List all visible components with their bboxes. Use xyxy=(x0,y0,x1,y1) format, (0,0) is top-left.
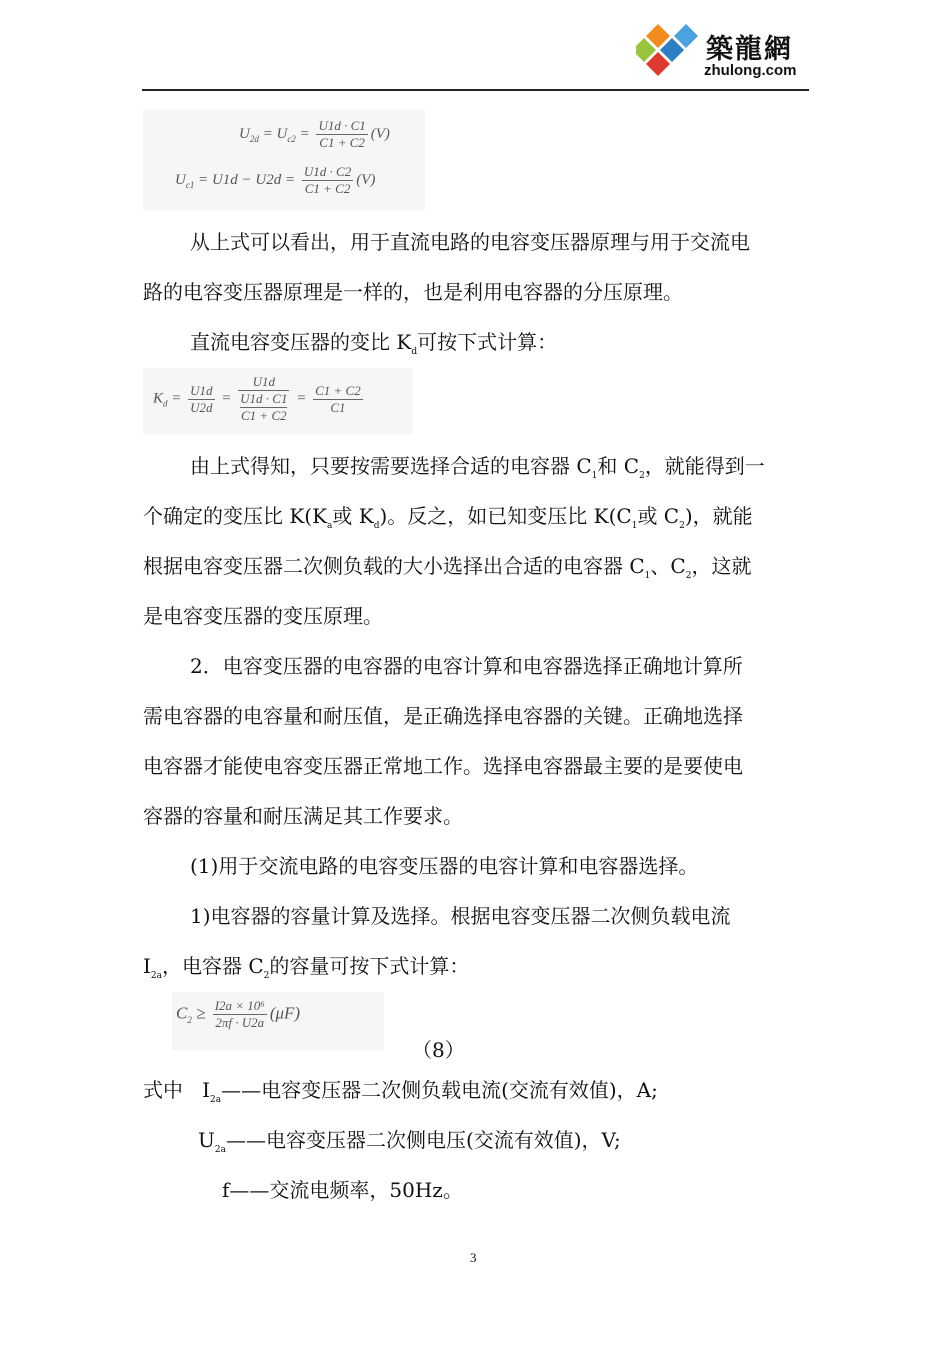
paragraph-line: 容器的容量和耐压满足其工作要求。 xyxy=(143,804,463,828)
formula-symbol: C xyxy=(176,1003,188,1023)
fraction-numerator: U1d · C1 xyxy=(240,391,288,406)
formula-capacitance xyxy=(172,992,384,1050)
formula-unit: (V) xyxy=(356,171,376,188)
formula-unit: (μF) xyxy=(269,1003,301,1023)
formula-operator: = xyxy=(198,171,209,188)
paragraph-line xyxy=(143,950,469,981)
formula-operator: ≥ xyxy=(196,1003,206,1023)
text-subscript: d xyxy=(411,347,418,357)
logo-english-text: zhulong.com xyxy=(704,62,797,79)
paragraph-line: 2．电容变压器的电容器的电容计算和电容器选择正确地计算所 xyxy=(190,654,743,678)
paragraph-line: 路的电容变压器原理是一样的，也是利用电容器的分压原理。 xyxy=(143,280,683,304)
fraction-denominator: C1 + C2 xyxy=(241,408,287,423)
fraction-denominator xyxy=(238,391,289,424)
text-run: ——电容变压器二次侧电压(交流有效值)，V; xyxy=(225,1128,621,1152)
text-subscript: a xyxy=(327,521,333,531)
text-run: 由上式得知，只要按需要选择合适的电容器 C xyxy=(190,454,592,478)
formula-line-2 xyxy=(175,164,375,197)
header-rule xyxy=(142,89,809,91)
formula-subscript: 2 xyxy=(187,1014,192,1025)
fraction-numerator: U1d · C1 xyxy=(318,118,366,133)
text-run: 或 C xyxy=(637,504,680,528)
text-subscript: 2 xyxy=(685,571,692,581)
text-run: ，这就 xyxy=(691,554,752,578)
formula-fraction xyxy=(238,374,289,424)
formula-subscript: 2d xyxy=(249,133,259,144)
paragraph-line: 1)电容器的容量计算及选择。根据电容变压器二次侧负载电流 xyxy=(190,904,731,928)
text-run: 直流电容变压器的变比 K xyxy=(190,330,412,354)
formula-transformation-ratio xyxy=(143,368,413,434)
text-run: ——电容变压器二次侧负载电流(交流有效值)，A; xyxy=(221,1078,658,1102)
text-run: I xyxy=(202,1078,210,1102)
text-subscript: 2 xyxy=(263,971,270,981)
formula-symbol: K xyxy=(153,390,164,407)
formula-voltage-division xyxy=(143,110,425,210)
formula-unit: (V) xyxy=(370,125,390,142)
paragraph-line: 是电容变压器的变压原理。 xyxy=(143,604,383,628)
fraction-numerator: I2a × 10⁶ xyxy=(214,998,265,1013)
fraction-numerator: U1d · C2 xyxy=(303,164,352,179)
paragraph-line: (1)用于交流电路的电容变压器的电容计算和电容器选择。 xyxy=(190,854,699,878)
formula-operator: = xyxy=(221,390,232,407)
text-subscript: 1 xyxy=(631,521,638,531)
text-run: )，就能 xyxy=(684,504,753,528)
formula-symbol: U xyxy=(239,125,250,142)
formula-fraction xyxy=(313,383,363,416)
logo-mark-icon xyxy=(636,22,706,84)
text-run: )。反之，如已知变压比 K(C xyxy=(379,504,632,528)
definition-line xyxy=(198,1124,621,1155)
fraction-denominator: 2πf · U2a xyxy=(215,1015,265,1030)
paragraph-line: 需电容器的电容量和耐压值，是正确选择电容器的关键。正确地选择 xyxy=(143,704,743,728)
fraction-numerator: U1d xyxy=(190,382,213,398)
fraction-numerator: C1 + C2 xyxy=(315,382,361,398)
text-subscript: 2a xyxy=(214,1145,226,1155)
fraction-denominator: C1 + C2 xyxy=(304,181,351,196)
formula-symbol: U xyxy=(175,171,186,188)
formula-fraction xyxy=(302,164,353,197)
paragraph-line xyxy=(143,500,753,531)
fraction-numerator: U1d xyxy=(238,374,289,391)
text-subscript: 2a xyxy=(150,971,162,981)
formula-line xyxy=(176,998,300,1031)
fraction-denominator: C1 + C2 xyxy=(319,135,365,150)
fraction-denominator: U2d xyxy=(190,399,213,415)
text-subscript: 2 xyxy=(639,471,645,481)
text-subscript: 2 xyxy=(679,521,685,531)
text-run: 或 K xyxy=(332,504,374,528)
paragraph-line xyxy=(143,550,751,581)
text-run: ，就能得到一 xyxy=(644,454,765,478)
formula-operator: = xyxy=(296,390,307,407)
formula-line-1 xyxy=(239,118,390,151)
text-subscript: 1 xyxy=(644,571,651,581)
logo-chinese-text: 築龍網 xyxy=(706,34,793,65)
paragraph-line xyxy=(190,326,557,357)
formula-fraction xyxy=(316,118,367,151)
text-run: 、C xyxy=(650,554,686,578)
text-run: U xyxy=(198,1128,215,1152)
text-run: I xyxy=(143,954,151,978)
definition-line xyxy=(143,1074,658,1105)
formula-subscript: c1 xyxy=(185,179,195,190)
text-run: 个确定的变压比 K(K xyxy=(143,504,328,528)
text-subscript: d xyxy=(373,521,380,531)
text-subscript: 1 xyxy=(591,471,598,481)
formula-operator: = xyxy=(171,390,182,407)
text-run: 的容量可按下式计算： xyxy=(269,954,470,978)
definition-line: f——交流电频率，50Hz。 xyxy=(222,1178,463,1202)
text-subscript: 2a xyxy=(209,1095,222,1105)
text-run: 可按下式计算： xyxy=(417,330,558,354)
formula-line xyxy=(153,374,366,424)
equation-number: （8） xyxy=(412,1038,465,1062)
formula-operator: = xyxy=(262,125,273,142)
formula-expression: U1d − U2d xyxy=(211,171,282,188)
formula-operator: = xyxy=(285,171,296,188)
paragraph-line: 从上式可以看出，用于直流电路的电容变压器原理与用于交流电 xyxy=(190,230,750,254)
fraction-denominator: C1 xyxy=(330,399,346,415)
text-run: 和 C xyxy=(597,454,640,478)
formula-fraction xyxy=(213,998,267,1031)
formula-subscript: c2 xyxy=(287,133,296,144)
formula-operator: = xyxy=(299,125,310,142)
paragraph-line: 电容器才能使电容变压器正常地工作。选择电容器最主要的是要使电 xyxy=(143,754,743,778)
text-run: ，电容器 C xyxy=(162,954,264,978)
formula-subscript: d xyxy=(163,398,168,409)
text-run: 根据电容变压器二次侧负载的大小选择出合适的电容器 C xyxy=(143,554,645,578)
formula-fraction xyxy=(188,383,214,416)
formula-symbol: U xyxy=(276,125,288,142)
text-run: 式中 xyxy=(143,1078,183,1102)
paragraph-line xyxy=(190,450,765,481)
page-number: 3 xyxy=(470,1250,477,1265)
